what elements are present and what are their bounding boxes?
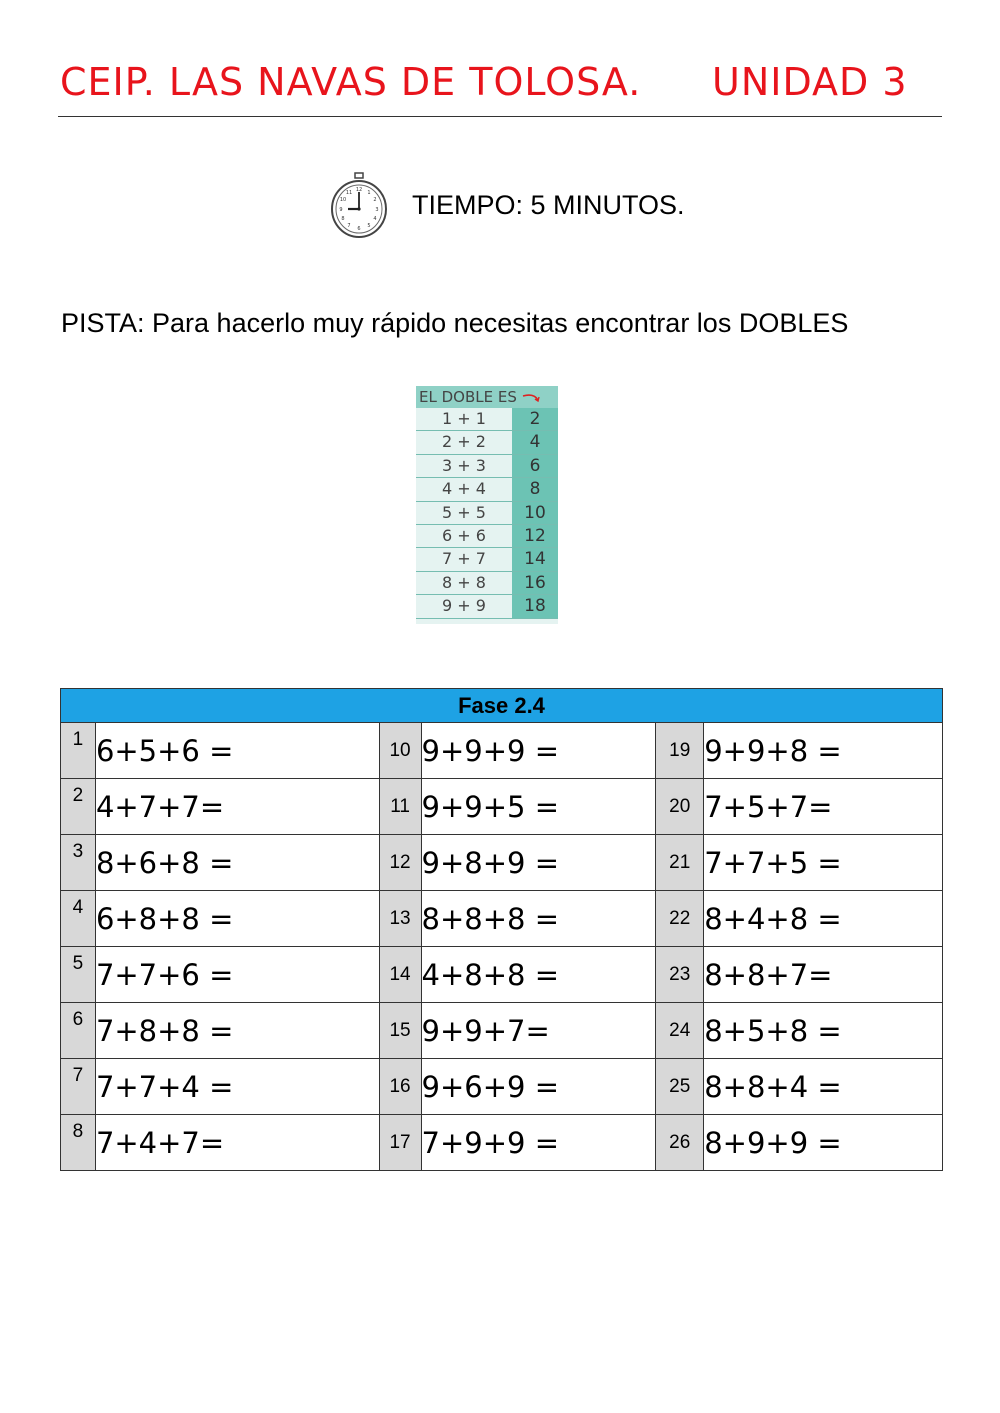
exercise-expression: 8+5+8 = — [704, 1003, 943, 1059]
exercise-number: 13 — [379, 891, 421, 947]
doubles-result: 4 — [512, 431, 558, 453]
exercise-number: 25 — [656, 1059, 704, 1115]
exercise-expression: 9+6+9 = — [421, 1059, 656, 1115]
doubles-sum: 2 + 2 — [442, 432, 486, 452]
svg-text:4: 4 — [373, 216, 377, 222]
doubles-row — [416, 478, 558, 501]
svg-text:9: 9 — [339, 207, 343, 213]
doubles-sum: 7 + 7 — [442, 549, 486, 569]
exercise-table — [60, 688, 943, 1171]
doubles-row — [416, 431, 558, 454]
exercise-number: 22 — [656, 891, 704, 947]
exercise-expression: 8+8+8 = — [421, 891, 656, 947]
svg-text:2: 2 — [373, 197, 377, 203]
exercise-number: 14 — [379, 947, 421, 1003]
exercise-expression: 7+9+9 = — [421, 1115, 656, 1171]
svg-text:5: 5 — [367, 223, 371, 229]
table-row — [61, 1115, 943, 1171]
exercise-number: 6 — [61, 1003, 96, 1059]
doubles-sum: 4 + 4 — [442, 479, 486, 499]
exercise-number: 4 — [61, 891, 96, 947]
exercise-expression: 8+8+7= — [704, 947, 943, 1003]
doubles-row — [416, 502, 558, 525]
svg-text:11: 11 — [345, 190, 353, 196]
exercise-expression: 8+8+4 = — [704, 1059, 943, 1115]
svg-text:12: 12 — [355, 187, 363, 193]
table-row — [61, 1003, 943, 1059]
doubles-row — [416, 548, 558, 571]
exercise-number: 8 — [61, 1115, 96, 1171]
svg-text:3: 3 — [375, 207, 379, 213]
table-row — [61, 1059, 943, 1115]
exercise-expression: 4+7+7= — [95, 779, 379, 835]
hint-text: PISTA: Para hacerlo muy rápido necesitas encontrar los DOBLES — [61, 308, 849, 338]
exercise-number: 5 — [61, 947, 96, 1003]
alarm-clock-icon — [330, 172, 388, 238]
svg-text:6: 6 — [357, 226, 361, 232]
exercise-expression: 7+7+6 = — [95, 947, 379, 1003]
doubles-row — [416, 525, 558, 548]
unit-title: UNIDAD 3 — [712, 60, 908, 104]
doubles-sum: 5 + 5 — [442, 502, 486, 522]
exercise-number: 20 — [656, 779, 704, 835]
doubles-result: 12 — [512, 525, 558, 547]
doubles-row — [416, 408, 558, 431]
doubles-row — [416, 455, 558, 478]
exercise-expression: 6+5+6 = — [95, 723, 379, 779]
doubles-result: 8 — [512, 478, 558, 500]
exercise-number: 24 — [656, 1003, 704, 1059]
doubles-title: EL DOBLE ES — [416, 386, 558, 408]
exercise-expression: 7+7+4 = — [95, 1059, 379, 1115]
time-limit — [330, 172, 685, 238]
time-text: TIEMPO: 5 MINUTOS. — [412, 189, 685, 220]
table-row — [61, 835, 943, 891]
doubles-result: 2 — [512, 408, 558, 430]
exercise-table-title: Fase 2.4 — [61, 689, 943, 723]
doubles-result: 18 — [512, 595, 558, 617]
exercise-expression: 8+9+9 = — [704, 1115, 943, 1171]
exercise-expression: 9+9+9 = — [421, 723, 656, 779]
school-name: CEIP. LAS NAVAS DE TOLOSA. — [60, 60, 642, 104]
exercise-number: 16 — [379, 1059, 421, 1115]
exercise-expression: 7+8+8 = — [95, 1003, 379, 1059]
doubles-result: 14 — [512, 548, 558, 570]
exercise-expression: 8+4+8 = — [704, 891, 943, 947]
table-row — [61, 723, 943, 779]
exercise-expression: 7+5+7= — [704, 779, 943, 835]
table-row — [61, 891, 943, 947]
exercise-number: 15 — [379, 1003, 421, 1059]
exercise-number: 1 — [61, 723, 96, 779]
exercise-expression: 6+8+8 = — [95, 891, 379, 947]
exercise-expression: 9+9+8 = — [704, 723, 943, 779]
doubles-row — [416, 595, 558, 618]
doubles-result: 6 — [512, 455, 558, 477]
svg-text:8: 8 — [341, 216, 345, 222]
exercise-expression: 8+6+8 = — [95, 835, 379, 891]
doubles-sum: 8 + 8 — [442, 572, 486, 592]
svg-text:10: 10 — [339, 197, 347, 203]
exercise-number: 7 — [61, 1059, 96, 1115]
table-row — [61, 947, 943, 1003]
doubles-row — [416, 572, 558, 595]
exercise-number: 23 — [656, 947, 704, 1003]
doubles-result: 10 — [512, 502, 558, 524]
exercise-number: 2 — [61, 779, 96, 835]
exercise-expression: 7+4+7= — [95, 1115, 379, 1171]
arrow-icon — [522, 393, 542, 403]
doubles-result: 16 — [512, 572, 558, 594]
doubles-sum: 1 + 1 — [442, 409, 486, 428]
exercise-expression: 9+9+7= — [421, 1003, 656, 1059]
doubles-sum: 9 + 9 — [442, 596, 486, 616]
svg-text:7: 7 — [347, 223, 351, 229]
exercise-number: 12 — [379, 835, 421, 891]
exercise-number: 21 — [656, 835, 704, 891]
doubles-reference-table — [416, 386, 558, 624]
exercise-number: 10 — [379, 723, 421, 779]
exercise-number: 26 — [656, 1115, 704, 1171]
table-row — [61, 779, 943, 835]
svg-text:1: 1 — [367, 190, 371, 196]
exercise-expression: 9+9+5 = — [421, 779, 656, 835]
page-header — [58, 58, 942, 117]
exercise-expression: 4+8+8 = — [421, 947, 656, 1003]
exercise-number: 19 — [656, 723, 704, 779]
exercise-expression: 9+8+9 = — [421, 835, 656, 891]
exercise-table-body — [61, 723, 943, 1171]
exercise-number: 17 — [379, 1115, 421, 1171]
doubles-sum: 6 + 6 — [442, 525, 486, 545]
exercise-number: 11 — [379, 779, 421, 835]
doubles-rows — [416, 408, 558, 619]
exercise-number: 3 — [61, 835, 96, 891]
doubles-sum: 3 + 3 — [442, 455, 486, 475]
exercise-expression: 7+7+5 = — [704, 835, 943, 891]
